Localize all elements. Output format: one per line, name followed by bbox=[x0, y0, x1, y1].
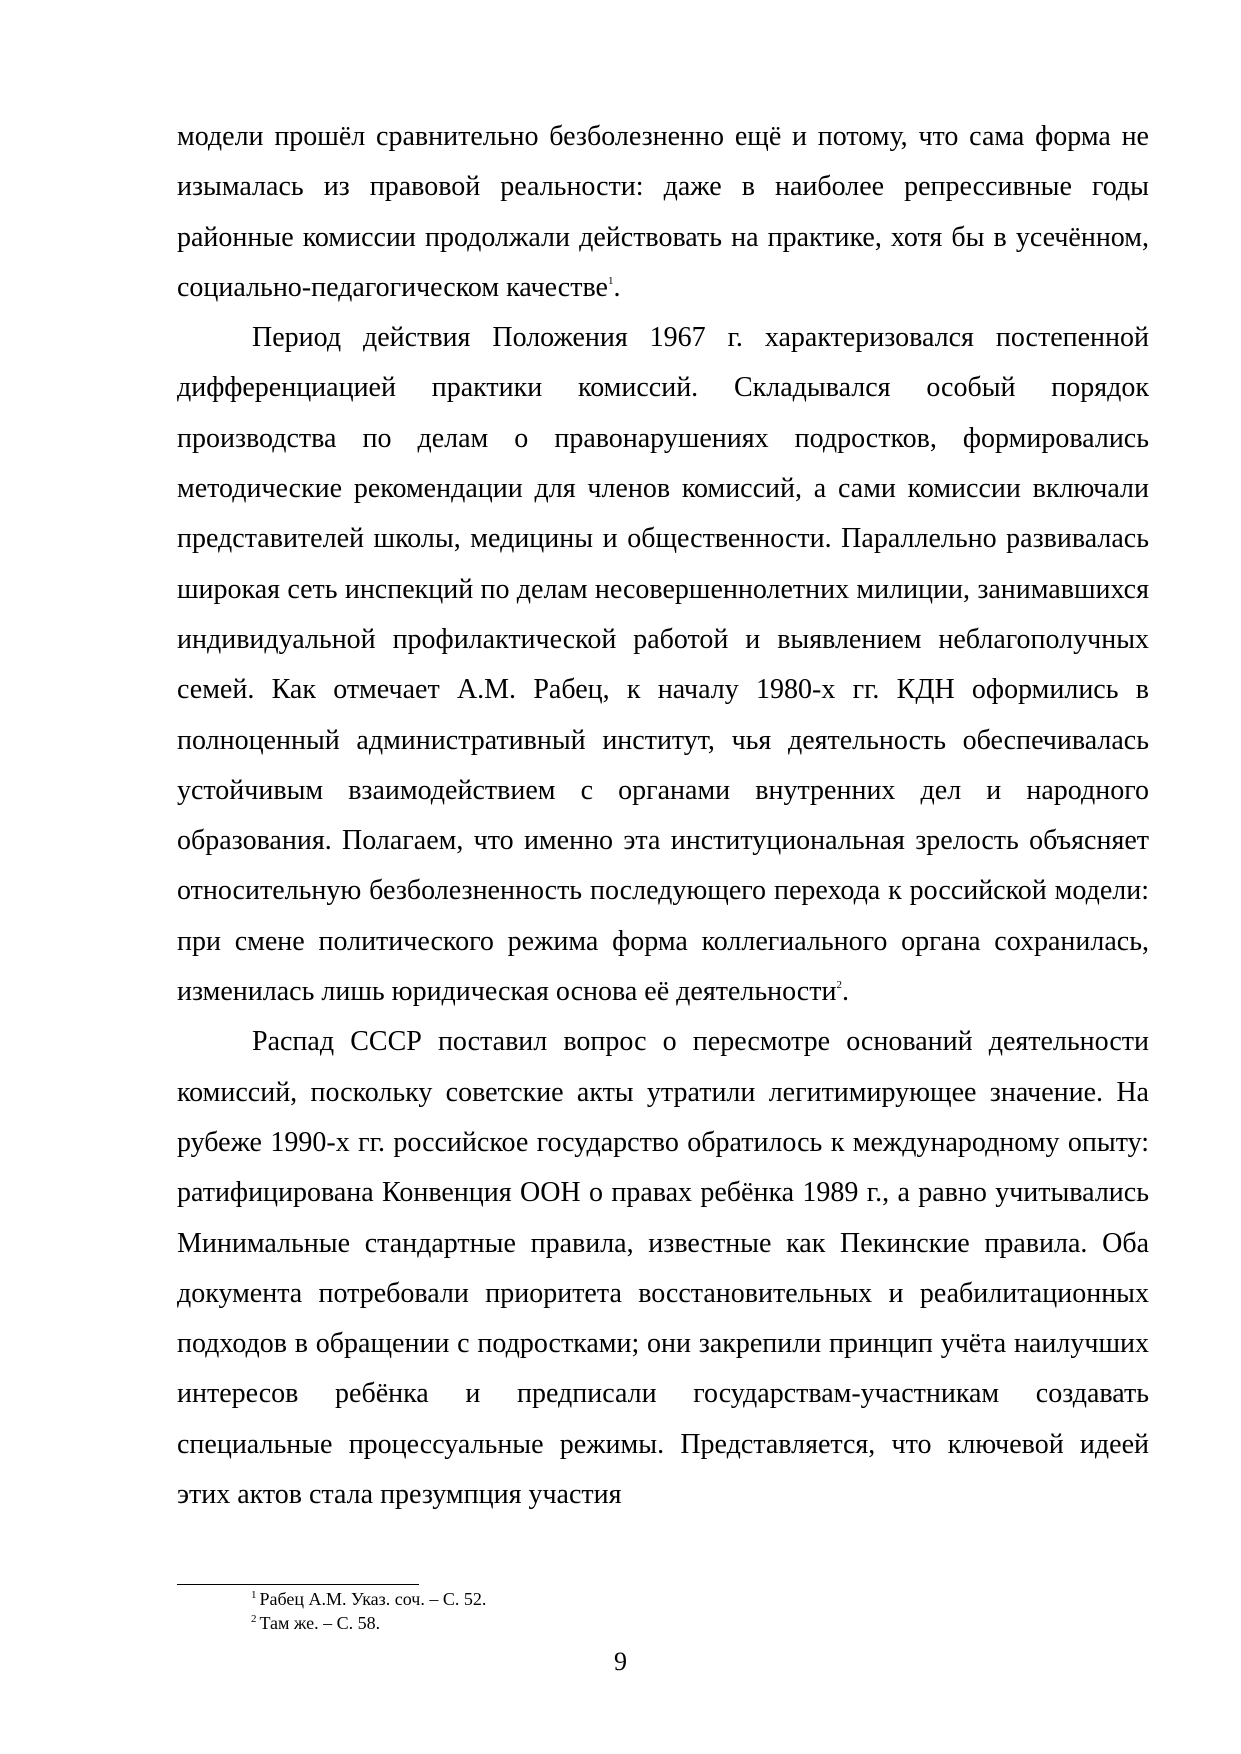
footnote-separator bbox=[177, 1584, 419, 1585]
footnote-2 bbox=[251, 1611, 1149, 1635]
paragraph-1-text: модели прошёл сравнительно безболезненно ещё и потому, что сама форма не изымалась из правовой реальности: даже в наиболее репрессивные годы районные комиссии продолжали действовать на практике, хотя бы в усечённом, социально-педагогическом качестве bbox=[177, 121, 1149, 303]
paragraph-continuation bbox=[177, 112, 1149, 313]
footnote-reference-1[interactable]: 1 bbox=[607, 274, 614, 287]
footnote-1 bbox=[251, 1587, 1149, 1611]
body-text bbox=[177, 112, 1149, 1520]
footnote-reference-2[interactable]: 2 bbox=[836, 979, 842, 992]
footnote-number: 2 bbox=[251, 1613, 257, 1625]
footnotes bbox=[251, 1587, 1149, 1635]
footnote-text: Там же. – С. 58. bbox=[259, 1613, 381, 1633]
paragraph-2-text: Период действия Положения 1967 г. характеризовался постепенной дифференциацией практики комиссий. Складывался особый порядок производства по делам о правонарушениях подростков, формировались методические рекомендации для членов комиссий, а сами комиссии включали представителей школы, медицины и общественности. Параллельно развивалась широкая сеть инспекций по делам несовершеннолетних милиции, занимавшихся индивидуальной профилактической работой и выявлением неблагополучных семей. Как отмечает А.М. Рабец, к началу 1980-х гг. КДН оформились в полноценный административный институт, чья деятельность обеспечивалась устойчивым взаимодействием с органами внутренних дел и народного образования. Полагаем, что именно эта институциональная зрелость объясняет относительную безболезненность последующего перехода к российской модели: при смене политического режима форма коллегиального органа сохранилась, изменилась лишь юридическая основа её деятельности bbox=[177, 322, 1149, 1008]
paragraph bbox=[177, 1017, 1149, 1520]
paragraph-2-end: . bbox=[841, 976, 849, 1008]
footnote-text: Рабец А.М. Указ. соч. – С. 52. bbox=[259, 1589, 487, 1609]
paragraph-3-text: Распад СССР поставил вопрос о пересмотре оснований деятельности комиссий, поскольку советские акты утратили легитимирующее значение. На рубеже 1990-х гг. российское государство обратилось к международному опыту: ратифицирована Конвенция ООН о правах ребёнка 1989 г., а равно учитывались Минимальные стандартные правила, известные как Пекинские правила. Оба документа потребовали приоритета восстановительных и реабилитационных подходов в обращении с подростками; они закрепили принцип учёта наилучших интересов ребёнка и предписали государствам-участникам создавать специальные процессуальные режимы. Представляется, что ключевой идеей этих актов стала презумпция участия bbox=[177, 1026, 1149, 1511]
page-number: 9 bbox=[614, 1647, 627, 1676]
footnote-number: 1 bbox=[251, 1589, 257, 1601]
paragraph-1-end: . bbox=[613, 271, 621, 303]
paragraph bbox=[177, 313, 1149, 1017]
